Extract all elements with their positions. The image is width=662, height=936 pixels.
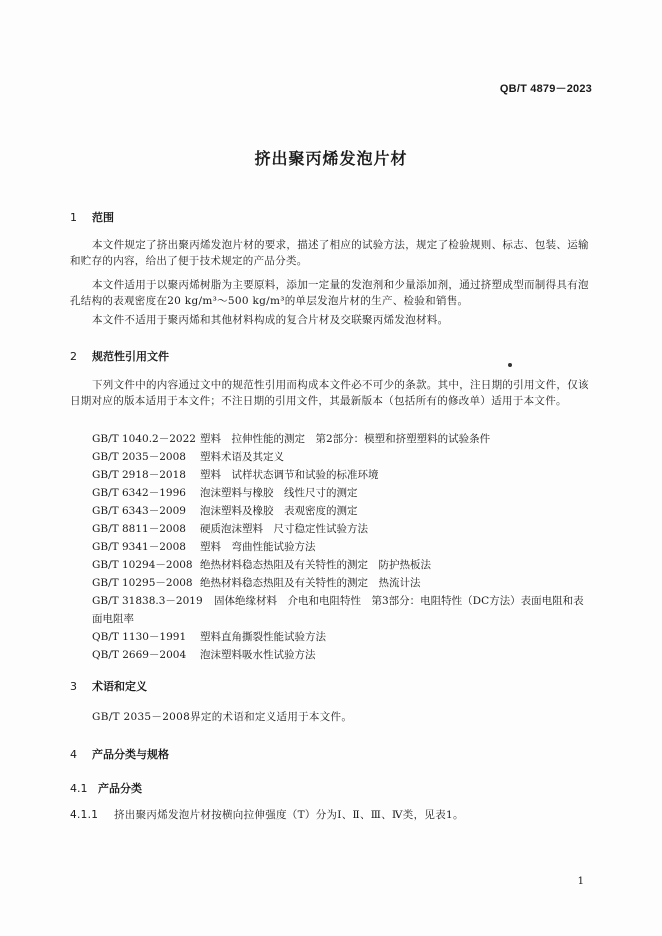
ref-title: 绝热材料稳态热阻及有关特性的测定 防护热板法 (200, 559, 431, 571)
reference-item (92, 430, 594, 448)
ref-code: GB/T 31838.3－2019 (92, 595, 203, 607)
section-number: 1 (70, 211, 77, 224)
section-number: 4 (70, 748, 77, 761)
subsection-title: 产品分类 (98, 782, 142, 795)
clause (70, 807, 594, 823)
ref-title: 泡沫塑料吸水性试验方法 (200, 649, 316, 661)
ref-code: GB/T 6342－1996 (92, 487, 186, 499)
ref-title: 硬质泡沫塑料 尺寸稳定性试验方法 (200, 523, 368, 535)
ref-title: 固体绝缘材料 介电和电阻特性 第3部分：电阻特性（DC方法）表面电阻和表面电阻率 (92, 595, 584, 625)
section-heading (70, 746, 169, 762)
ref-title: 塑料直角撕裂性能试验方法 (200, 631, 326, 643)
document-title: 挤出聚丙烯发泡片材 (254, 149, 408, 168)
reference-item (92, 466, 594, 484)
page-number: 1 (577, 876, 584, 887)
ref-code: GB/T 6343－2009 (92, 505, 186, 517)
ref-code: GB/T 10294－2008 (92, 559, 193, 571)
ref-title: 泡沫塑料与橡胶 线性尺寸的测定 (200, 487, 358, 499)
ref-title: 塑料 拉伸性能的测定 第2部分：模塑和挤塑塑料的试验条件 (200, 433, 491, 445)
subsection-number: 4.1 (70, 782, 88, 795)
reference-item (92, 538, 594, 556)
paragraph: GB/T 2035－2008界定的术语和定义适用于本文件。 (92, 711, 353, 723)
reference-item (92, 574, 594, 592)
reference-item (92, 502, 594, 520)
ref-title: 泡沫塑料及橡胶 表观密度的测定 (200, 505, 358, 517)
ref-code: GB/T 2918－2018 (92, 469, 186, 481)
ref-code: GB/T 8811－2008 (92, 523, 186, 535)
ref-code: QB/T 2669－2004 (92, 649, 187, 661)
reference-item (92, 628, 594, 646)
ref-title: 塑料 弯曲性能试验方法 (200, 541, 316, 553)
ref-title: 塑料术语及其定义 (200, 451, 284, 463)
standard-code: QB/T 4879－2023 (499, 83, 592, 95)
paragraph: 本文件适用于以聚丙烯树脂为主要原料，添加一定量的发泡剂和少量添加剂，通过挤塑成型而制得具有泡孔结构的表观密度在20 kg/m³～500 kg/m³的单层发泡片材的生产、检验和销售。 (70, 279, 589, 307)
subsection-heading (70, 780, 142, 796)
ref-code: GB/T 1040.2－2022 (92, 433, 196, 445)
reference-list (92, 430, 594, 664)
section-title: 术语和定义 (92, 680, 147, 693)
reference-item (92, 448, 594, 466)
paragraph: 下列文件中的内容通过文中的规范性引用而构成本文件必不可少的条款。其中，注日期的引用文件，仅该日期对应的版本适用于本文件；不注日期的引用文件，其最新版本（包括所有的修改单）适用于本文件。 (70, 379, 589, 407)
section-title: 规范性引用文件 (92, 350, 169, 363)
section-heading (70, 209, 114, 225)
section-heading (70, 678, 147, 694)
ref-title: 塑料 试样状态调节和试验的标准环境 (200, 469, 379, 481)
section-heading (70, 348, 169, 364)
section-title: 产品分类与规格 (92, 748, 169, 761)
reference-item (92, 556, 594, 574)
paragraph: 本文件不适用于聚丙烯和其他材料构成的复合片材及交联聚丙烯发泡材料。 (92, 314, 449, 326)
clause-number: 4.1.1 (70, 809, 99, 821)
scan-dot (508, 363, 512, 367)
reference-item (92, 484, 594, 502)
reference-item (70, 592, 594, 628)
ref-code: GB/T 2035－2008 (92, 451, 186, 463)
clause-text: 挤出聚丙烯发泡片材按横向拉伸强度（T）分为Ⅰ、Ⅱ、Ⅲ、Ⅳ类，见表1。 (114, 809, 464, 821)
ref-code: GB/T 10295－2008 (92, 577, 193, 589)
ref-title: 绝热材料稳态热阻及有关特性的测定 热流计法 (200, 577, 421, 589)
ref-code: GB/T 9341－2008 (92, 541, 186, 553)
section-title: 范围 (92, 211, 114, 224)
paragraph: 本文件规定了挤出聚丙烯发泡片材的要求，描述了相应的试验方法，规定了检验规则、标志、包装、运输和贮存的内容，给出了便于技术规定的产品分类。 (70, 239, 589, 267)
reference-item (92, 520, 594, 538)
ref-code: QB/T 1130－1991 (92, 631, 187, 643)
section-number: 3 (70, 680, 77, 693)
section-number: 2 (70, 350, 77, 363)
reference-item (92, 646, 594, 664)
